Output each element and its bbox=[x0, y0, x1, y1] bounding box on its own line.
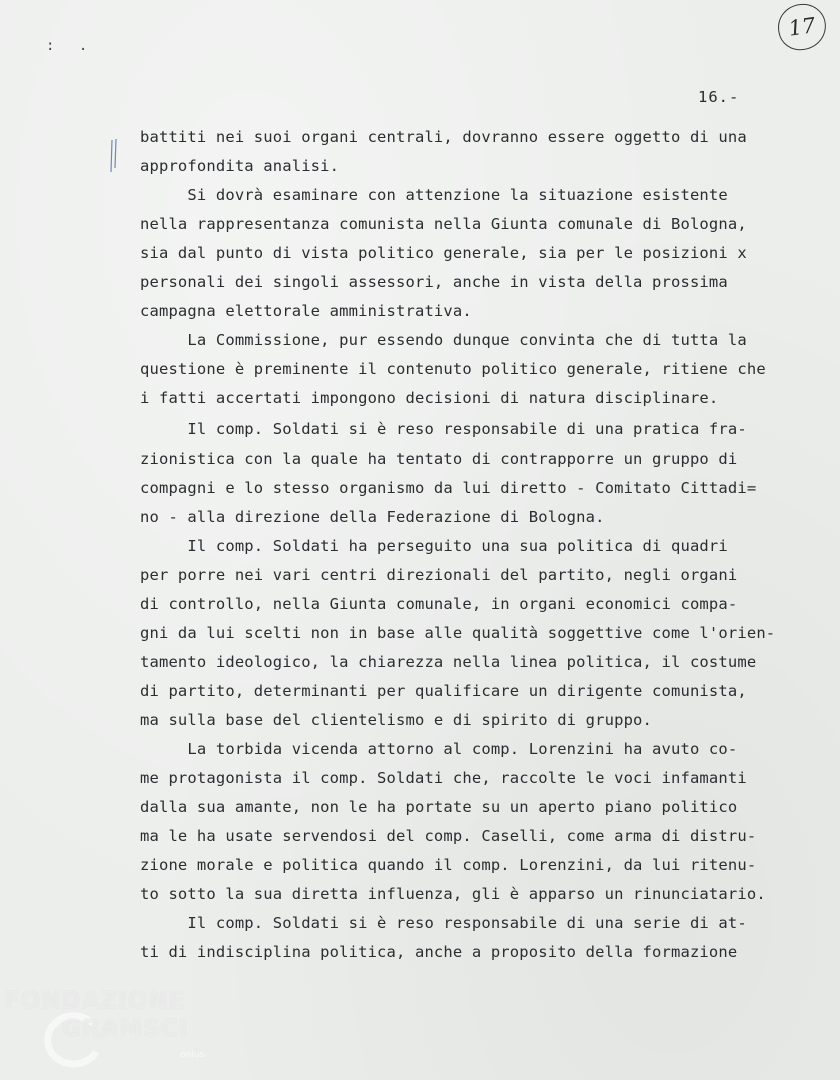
watermark-small: onlus bbox=[180, 1050, 205, 1060]
text-line: me protagonista il comp. Soldati che, raccolte le voci infamanti bbox=[140, 769, 747, 787]
text-line: per porre nei vari centri direzionali del partito, negli organi bbox=[140, 566, 738, 584]
fondazione-gramsci-watermark bbox=[4, 988, 224, 1074]
text-line: questione è preminente il contenuto politico generale, ritiene che bbox=[140, 360, 766, 378]
margin-dots: : . bbox=[46, 38, 96, 54]
text-line: ti di indisciplina politica, anche a proposito della formazione bbox=[140, 943, 738, 961]
text-line: zione morale e politica quando il comp. Lorenzini, da lui ritenu- bbox=[140, 856, 757, 874]
archive-number: 17 bbox=[787, 13, 817, 41]
text-line: compagni e lo stesso organismo da lui diretto - Comitato Cittadi= bbox=[140, 479, 757, 497]
text-line: dalla sua amante, non le ha portate su un aperto piano politico bbox=[140, 798, 738, 816]
text-line: personali dei singoli assessori, anche in vista della prossima bbox=[140, 273, 728, 291]
text-line: campagna elettorale amministrativa. bbox=[140, 302, 472, 320]
text-line: di controllo, nella Giunta comunale, in organi economici compa- bbox=[140, 595, 738, 613]
page-number: 16.- bbox=[698, 88, 740, 106]
text-line: battiti nei suoi organi centrali, dovranno essere oggetto di una bbox=[140, 128, 747, 146]
text-line: Si dovrà esaminare con attenzione la situazione esistente bbox=[140, 186, 728, 204]
archive-number-stamp bbox=[775, 1, 829, 53]
text-line: to sotto la sua diretta influenza, gli è apparso un rinunciatario. bbox=[140, 885, 766, 903]
text-line: ma le ha usate servendosi del comp. Caselli, come arma di distru- bbox=[140, 827, 757, 845]
text-line: approfondita analisi. bbox=[140, 157, 340, 175]
watermark-line2: GRAMSCI bbox=[62, 1016, 189, 1042]
watermark-line1: FONDAZIONE bbox=[4, 988, 186, 1014]
margin-pencil-mark bbox=[110, 138, 118, 174]
text-line: Il comp. Soldati si è reso responsabile di una serie di at- bbox=[140, 914, 747, 932]
text-line: nella rappresentanza comunista nella Giunta comunale di Bologna, bbox=[140, 215, 747, 233]
text-line: Il comp. Soldati ha perseguito una sua politica di quadri bbox=[140, 537, 728, 555]
text-line: ma sulla base del clientelismo e di spirito di gruppo. bbox=[140, 711, 653, 729]
text-line: i fatti accertati impongono decisioni di natura disciplinare. bbox=[140, 389, 719, 407]
text-line: tamento ideologico, la chiarezza nella linea politica, il costume bbox=[140, 653, 757, 671]
text-line: gni da lui scelti non in base alle qualità soggettive come l'orien- bbox=[140, 624, 776, 642]
text-line: La Commissione, pur essendo dunque convinta che di tutta la bbox=[140, 331, 747, 349]
text-line: sia dal punto di vista politico generale, sia per le posizioni x bbox=[140, 244, 747, 262]
text-line: di partito, determinanti per qualificare un dirigente comunista, bbox=[140, 682, 747, 700]
text-line: Il comp. Soldati si è reso responsabile di una pratica fra- bbox=[140, 420, 747, 438]
text-line: La torbida vicenda attorno al comp. Lorenzini ha avuto co- bbox=[140, 740, 738, 758]
text-line: no - alla direzione della Federazione di Bologna. bbox=[140, 508, 605, 526]
text-line: zionistica con la quale ha tentato di contrapporre un gruppo di bbox=[140, 450, 738, 468]
